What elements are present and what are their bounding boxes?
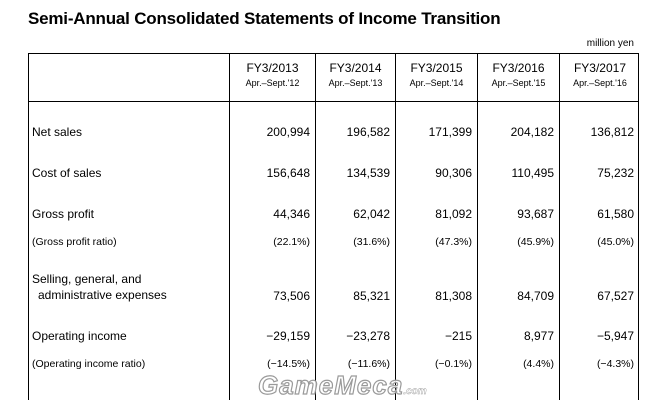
column-header-fy2014 [316,60,395,90]
table-cell: 90,306 [435,166,472,180]
table-cell: −29,159 [266,329,310,343]
table-cell: 171,399 [428,125,472,139]
fiscal-year-label: FY3/2014 [329,61,382,75]
row-label-net-sales: Net sales [32,125,83,139]
table-cell: 85,321 [353,289,390,303]
table-cell: 81,092 [435,207,472,221]
table-cell: 67,527 [597,289,634,303]
table-cell: 134,539 [346,166,390,180]
table-cell: 110,495 [511,166,554,180]
fiscal-year-label: FY3/2016 [492,61,545,75]
row-label-cost-of-sales: Cost of sales [32,166,102,180]
table-cell: (−14.5%) [267,358,310,370]
table-cell: 156,648 [266,166,310,180]
table-cell: 61,580 [597,207,634,221]
table-cell: (4.4%) [523,358,554,370]
period-label: Apr.–Sept.'14 [409,78,464,88]
table-cell: 93,687 [517,207,554,221]
table-cell: 204,182 [510,125,554,139]
table-cell: −23,278 [346,329,390,343]
column-divider [315,54,316,400]
watermark-brand: GameMeca [258,370,404,400]
column-divider [229,54,230,400]
table-cell: (45.0%) [597,236,634,248]
table-cell: (−4.3%) [596,358,634,370]
column-divider [559,54,560,400]
column-header-fy2016 [478,60,559,90]
row-label-gross-profit: Gross profit [32,207,95,221]
income-table [28,53,639,400]
row-label-line: administrative expenses [38,288,167,302]
period-label: Apr.–Sept.'13 [328,78,383,88]
page-title: Semi-Annual Consolidated Statements of Income Transition [28,9,501,28]
table-cell: 8,977 [523,329,554,343]
unit-label: million yen [586,38,634,49]
table-cell: 44,346 [273,207,310,221]
table-cell: 84,709 [517,289,554,303]
table-cell: −215 [444,329,472,343]
period-label: Apr.–Sept.'15 [491,78,546,88]
fiscal-year-label: FY3/2017 [573,61,627,75]
row-label-gross-profit-ratio: (Gross profit ratio) [32,236,117,248]
column-divider [395,54,396,400]
table-cell: (47.3%) [435,236,472,248]
watermark-suffix: .com [403,386,427,397]
table-cell: −5,947 [596,329,634,343]
table-cell: 81,308 [435,289,472,303]
table-cell: (31.6%) [353,236,390,248]
fiscal-year-label: FY3/2013 [246,61,299,75]
fiscal-year-label: FY3/2015 [410,61,463,75]
table-cell: 136,812 [590,125,634,139]
table-cell: 200,994 [266,125,310,139]
table-cell: (22.1%) [273,236,310,248]
column-header-fy2017 [560,60,640,90]
table-cell: (−0.1%) [434,358,472,370]
table-cell: (45.9%) [517,236,554,248]
row-label-line: Selling, general, and [32,272,142,286]
table-cell: (−11.6%) [347,358,390,370]
period-label: Apr.–Sept.'12 [245,78,300,88]
period-label: Apr.–Sept.'16 [573,78,627,88]
table-cell: 75,232 [597,166,634,180]
column-header-fy2013 [230,60,315,90]
table-cell: 73,506 [273,289,310,303]
table-cell: 62,042 [353,207,390,221]
header-divider [29,101,638,102]
row-label-sga [32,271,167,303]
table-cell: 196,582 [346,125,390,139]
row-label-operating-income-ratio: (Operating income ratio) [32,358,146,370]
watermark-logo [258,370,427,401]
column-header-fy2015 [396,60,477,90]
column-divider [477,54,478,400]
row-label-operating-income: Operating income [32,329,127,343]
